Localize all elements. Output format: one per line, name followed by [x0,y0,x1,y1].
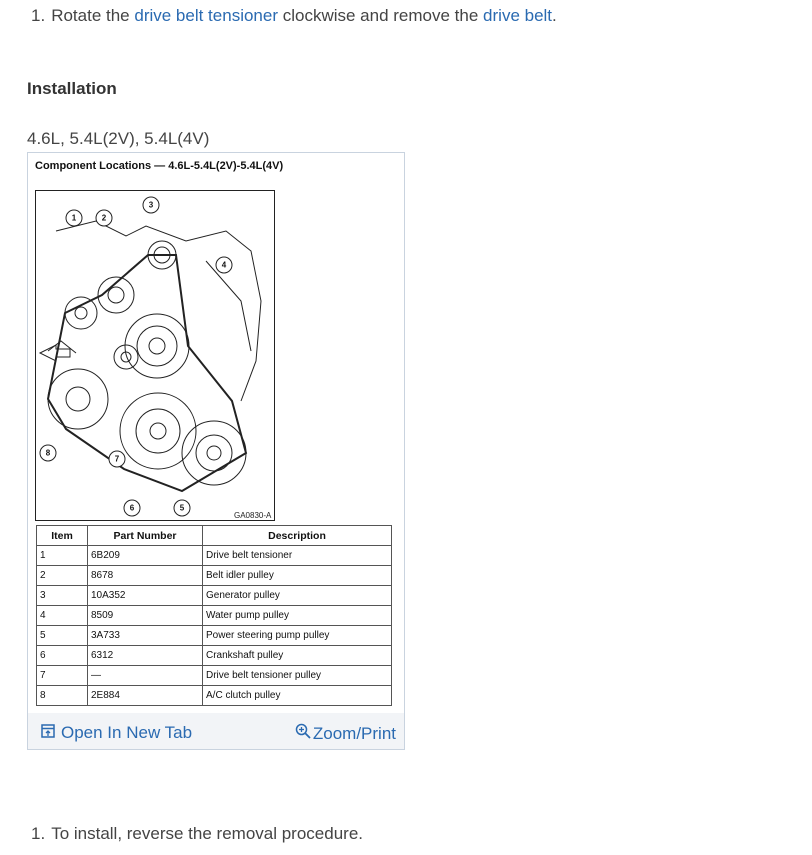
belt-diagram[interactable] [35,190,275,521]
callout-1 [66,210,82,226]
table-row [37,646,392,666]
parts-table [36,525,392,706]
drive-belt-tensioner-link[interactable]: drive belt tensioner [134,6,278,25]
drive-belt-link[interactable]: drive belt [483,6,553,25]
figure-code: GA0830-A [234,511,272,520]
cell-item: 7 [37,666,88,686]
belt-routing-illustration [36,191,274,520]
callout-3 [143,197,159,213]
figure-caption: Component Locations — 4.6L-5.4L(2V)-5.4L(4V) [35,160,284,172]
callout-7 [109,451,125,467]
cell-description: Belt idler pulley [203,566,392,586]
svg-text:7: 7 [114,454,120,464]
cell-part-number: 6B209 [88,546,203,566]
cell-part-number: 6312 [88,646,203,666]
column-header-description: Description [203,526,392,546]
svg-text:4: 4 [221,260,227,270]
open-in-new-tab-button[interactable] [41,723,192,743]
installation-heading: Installation [27,79,117,98]
cell-part-number: 2E884 [88,686,203,706]
cell-item: 5 [37,626,88,646]
table-row [37,546,392,566]
cell-description: Water pump pulley [203,606,392,626]
table-row [37,566,392,586]
cell-description: A/C clutch pulley [203,686,392,706]
cell-part-number: 3A733 [88,626,203,646]
svg-text:5: 5 [179,503,185,513]
callout-6 [124,500,140,516]
svg-text:2: 2 [101,213,107,223]
cell-item: 2 [37,566,88,586]
column-header-item: Item [37,526,88,546]
install-step-1 [31,824,363,844]
zoom-in-icon [295,723,311,744]
zoom-print-button[interactable] [295,723,396,744]
cell-item: 6 [37,646,88,666]
table-row [37,606,392,626]
callout-8 [40,445,56,461]
step-text: To install, reverse the removal procedure. [51,824,363,843]
svg-text:1: 1 [71,213,77,223]
cell-description: Power steering pump pulley [203,626,392,646]
cell-item: 1 [37,546,88,566]
svg-text:3: 3 [148,200,154,210]
callout-2 [96,210,112,226]
cell-description: Drive belt tensioner pulley [203,666,392,686]
callout-5 [174,500,190,516]
cell-item: 4 [37,606,88,626]
component-figure [27,152,405,750]
cell-item: 8 [37,686,88,706]
cell-part-number: 8678 [88,566,203,586]
removal-step-1 [31,4,557,28]
engine-label: 4.6L, 5.4L(2V), 5.4L(4V) [27,129,210,148]
step-text: . [552,6,557,25]
cell-part-number: 8509 [88,606,203,626]
cell-part-number: — [88,666,203,686]
table-row [37,666,392,686]
table-row [37,586,392,606]
table-header-row [37,526,392,546]
cell-part-number: 10A352 [88,586,203,606]
step-text: Rotate the [51,6,135,25]
cell-description: Generator pulley [203,586,392,606]
step-number: 1. [31,6,46,25]
cell-description: Drive belt tensioner [203,546,392,566]
figure-footer [28,713,404,749]
column-header-part-number: Part Number [88,526,203,546]
table-row [37,686,392,706]
callout-4 [216,257,232,273]
step-text: clockwise and remove the [278,6,484,25]
table-row [37,626,392,646]
svg-text:6: 6 [129,503,135,513]
zoom-print-label: Zoom/Print [312,723,396,743]
svg-text:8: 8 [45,448,51,458]
open-new-tab-icon [41,723,55,743]
step-number: 1. [31,824,46,843]
cell-item: 3 [37,586,88,606]
cell-description: Crankshaft pulley [203,646,392,666]
open-in-new-tab-label: Open In New Tab [61,723,193,742]
